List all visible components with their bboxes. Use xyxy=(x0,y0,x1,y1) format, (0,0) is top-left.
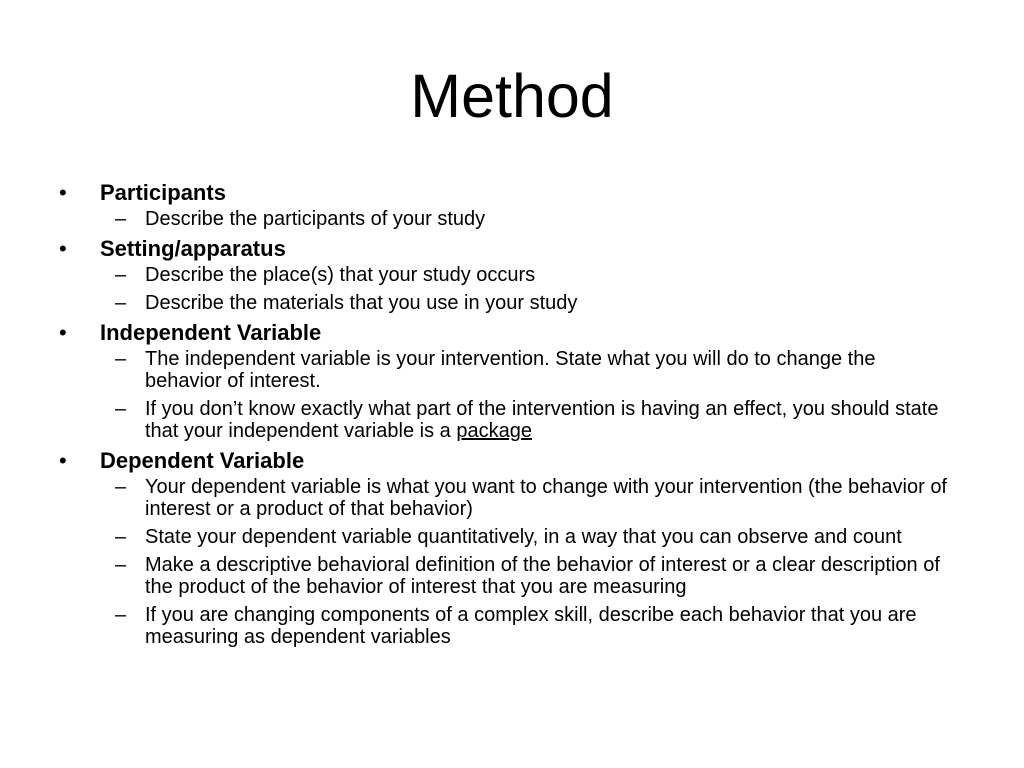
bullet-item-independent-variable xyxy=(58,320,958,442)
dash-icon: – xyxy=(115,554,127,576)
sub-item-text: Make a descriptive behavioral definition of the behavior of interest or a clear description of the product of the behavior of interest that you are measuring xyxy=(145,554,940,598)
sub-item xyxy=(100,554,958,598)
dash-icon: – xyxy=(115,348,127,370)
bullet-heading: Independent Variable xyxy=(100,320,322,345)
sub-item xyxy=(100,398,958,442)
sub-item-text: Describe the materials that you use in your study xyxy=(145,292,578,314)
sub-item-text: Describe the place(s) that your study occurs xyxy=(145,264,536,286)
sub-item xyxy=(100,526,958,548)
dash-icon: – xyxy=(115,526,127,548)
sub-item xyxy=(100,292,958,314)
sub-item xyxy=(100,264,958,286)
sub-item xyxy=(100,208,958,230)
sub-item xyxy=(100,348,958,392)
sub-item-text-with-link xyxy=(145,398,955,442)
bullet-item-dependent-variable xyxy=(58,448,958,648)
bullet-heading: Participants xyxy=(100,180,226,205)
sub-item-text: Describe the participants of your study xyxy=(145,208,486,230)
sub-item-text: Your dependent variable is what you want to change with your intervention (the behavior of interest or a product of that behavior) xyxy=(145,476,947,520)
sub-list xyxy=(100,348,958,442)
sub-item-text: State your dependent variable quantitatively, in a way that you can observe and count xyxy=(145,526,902,548)
sub-item-text: If you don’t know exactly what part of the intervention is having an effect, you should state that your independent variable is a xyxy=(145,398,939,442)
dash-icon: – xyxy=(115,208,127,230)
sub-list xyxy=(100,264,958,314)
sub-item xyxy=(100,604,958,648)
sub-item xyxy=(100,476,958,520)
bullet-heading: Setting/apparatus xyxy=(100,236,286,261)
sub-item-text: The independent variable is your intervention. State what you will do to change the behavior of interest. xyxy=(145,348,876,392)
dash-icon: – xyxy=(115,476,127,498)
bullet-icon: • xyxy=(59,236,67,261)
dash-icon: – xyxy=(115,292,127,314)
bullet-item-setting xyxy=(58,236,958,314)
dash-icon: – xyxy=(115,604,127,626)
slide-title: Method xyxy=(410,62,614,130)
bullet-icon: • xyxy=(59,448,67,473)
package-link[interactable]: package xyxy=(456,420,532,442)
bullet-list xyxy=(58,180,958,654)
dash-icon: – xyxy=(115,398,127,420)
sub-list xyxy=(100,208,958,230)
sub-list xyxy=(100,476,958,648)
sub-item-text: If you are changing components of a complex skill, describe each behavior that you are measuring as dependent variables xyxy=(145,604,917,648)
bullet-heading: Dependent Variable xyxy=(100,448,305,473)
bullet-icon: • xyxy=(59,180,67,205)
bullet-icon: • xyxy=(59,320,67,345)
dash-icon: – xyxy=(115,264,127,286)
bullet-item-participants xyxy=(58,180,958,230)
